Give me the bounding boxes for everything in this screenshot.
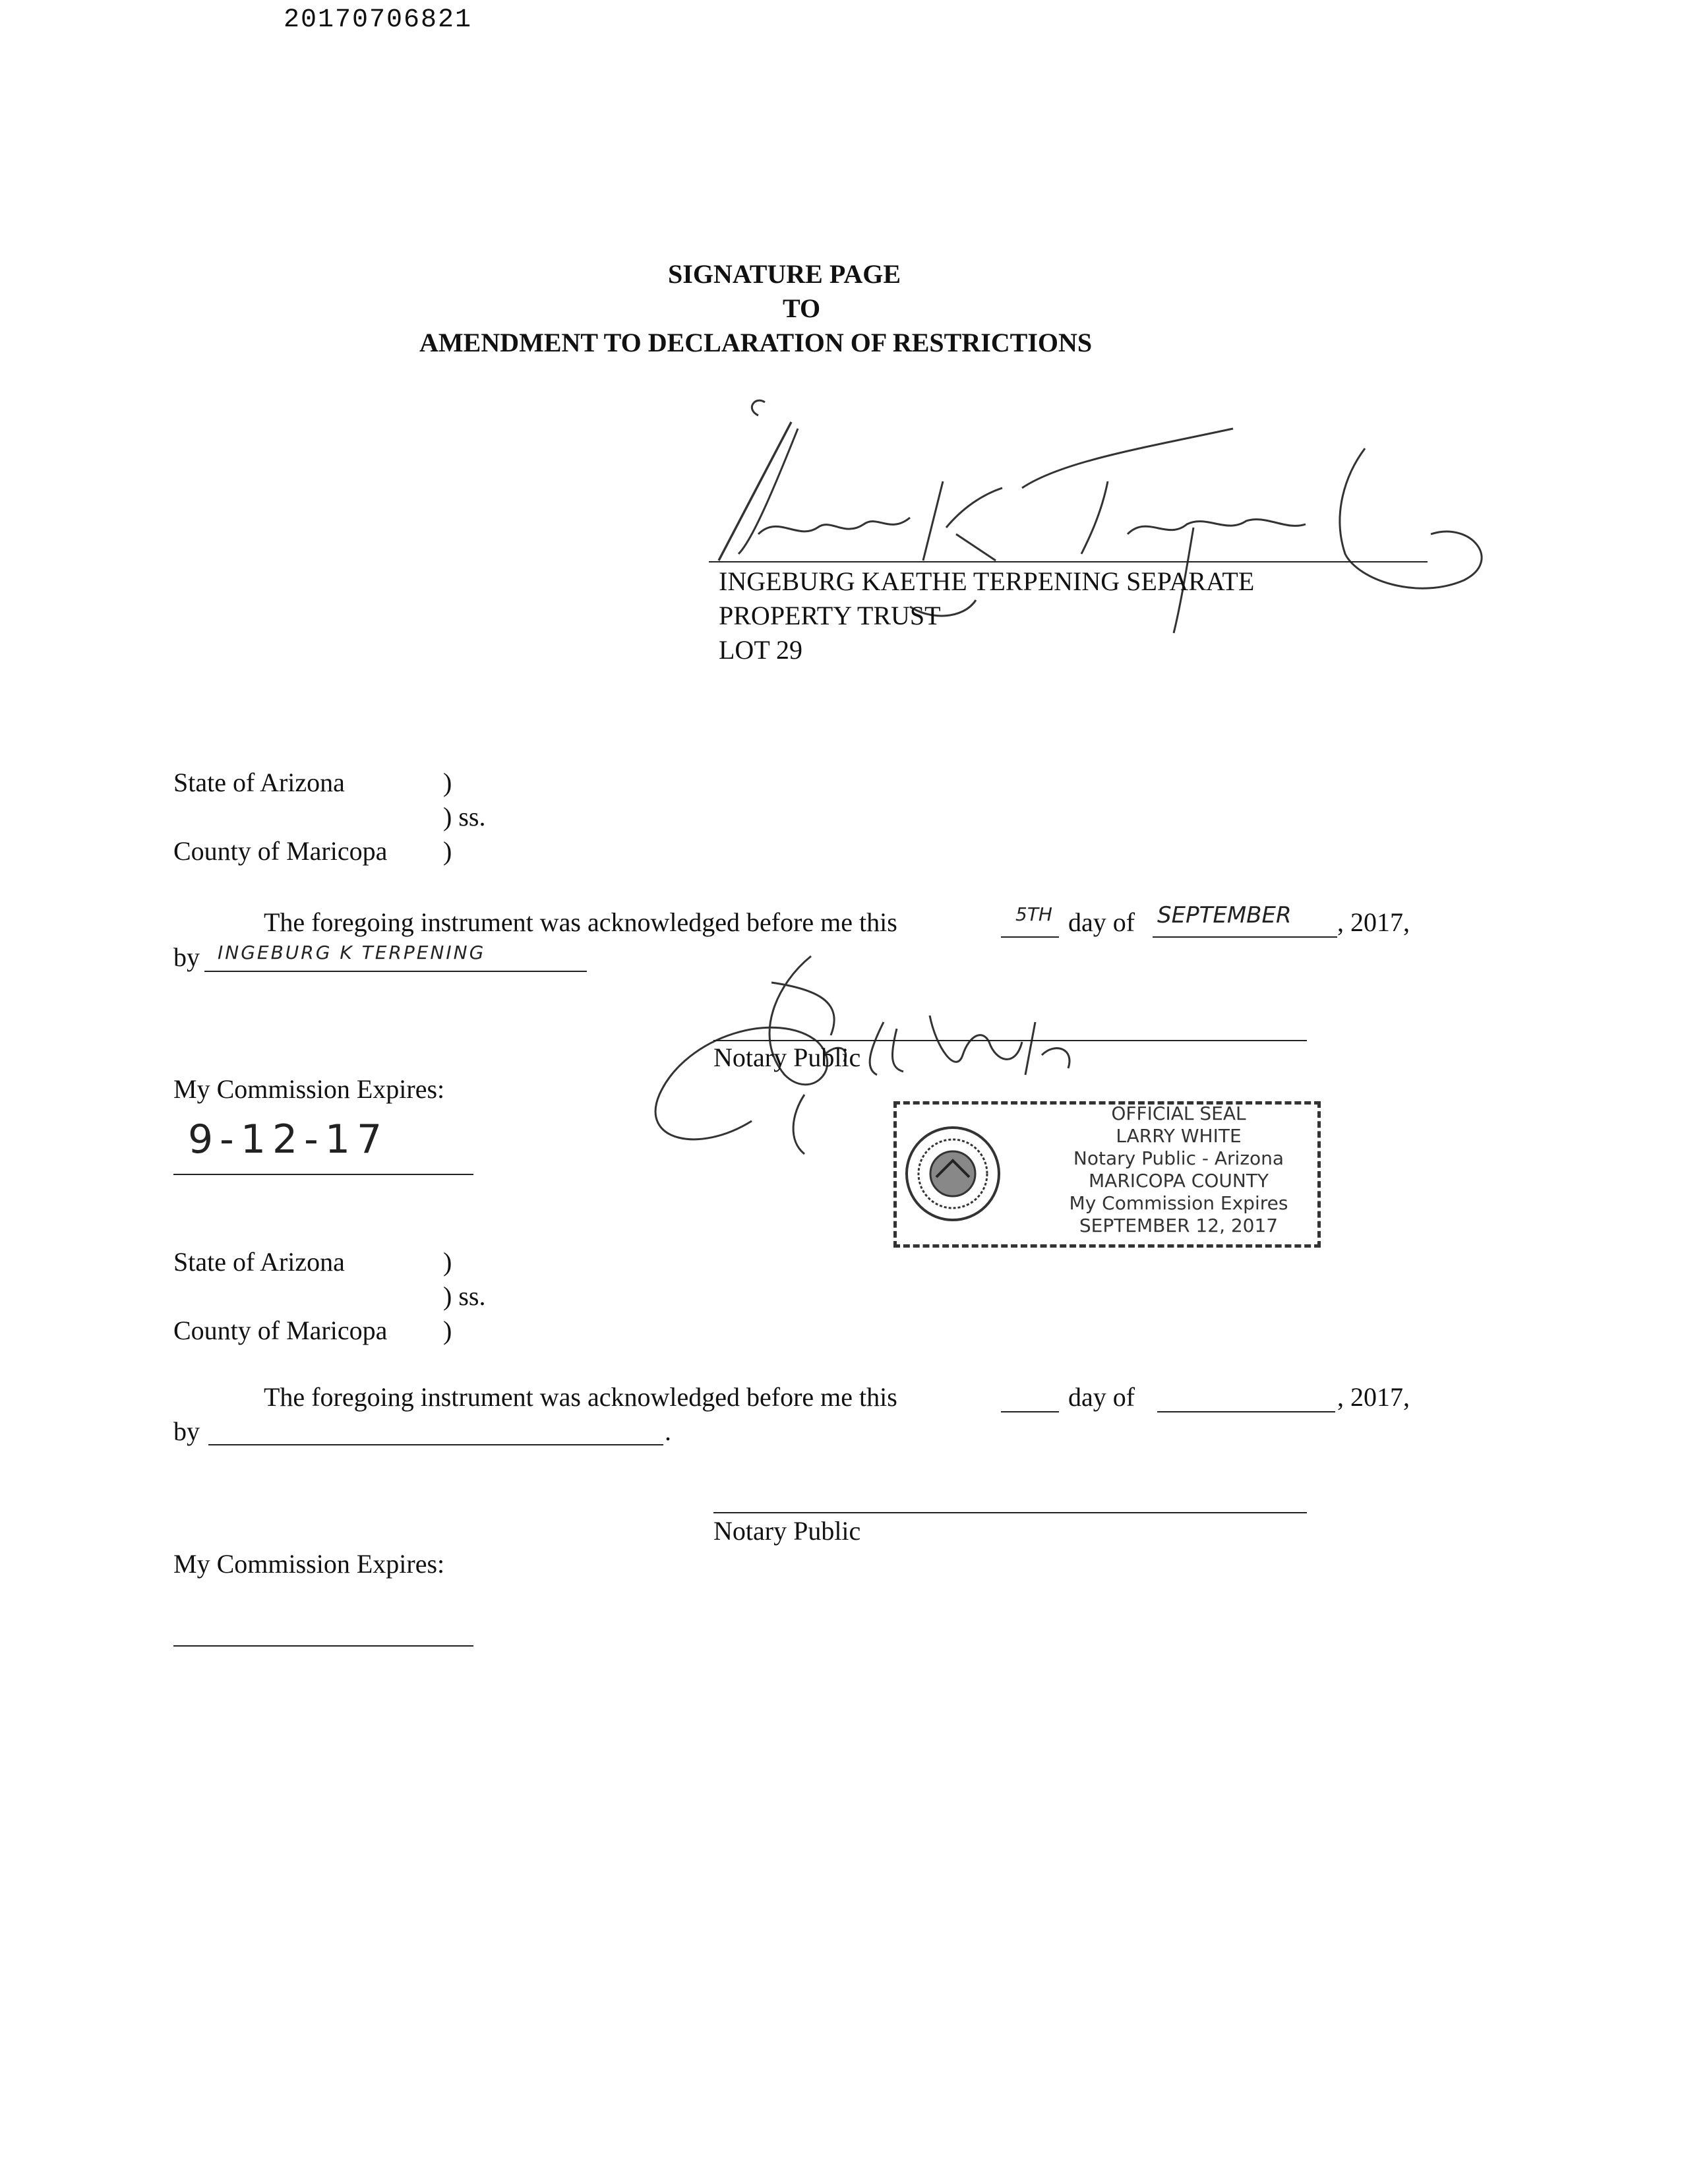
commission-date-handwritten-1: 9-12-17 xyxy=(188,1116,389,1163)
ack-month-line-1 xyxy=(1153,936,1337,938)
ack-year-1: , 2017, xyxy=(1337,907,1410,937)
ack-year-2: , 2017, xyxy=(1337,1382,1410,1412)
county-paren-1: ) xyxy=(443,836,452,866)
ack-by-label-1: by xyxy=(173,942,200,972)
notary-label-1: Notary Public xyxy=(713,1043,861,1072)
ack-day-line-1 xyxy=(1001,936,1059,938)
county-label-1: County of Maricopa xyxy=(173,836,388,866)
trustee-signature-line xyxy=(709,561,1428,562)
ack-by-line-2 xyxy=(208,1444,663,1445)
ack-by-handwritten-1: INGEBURG K TERPENING xyxy=(218,942,486,963)
county-label-2: County of Maricopa xyxy=(173,1316,388,1345)
county-paren-2: ) xyxy=(443,1316,452,1345)
title-amendment: AMENDMENT TO DECLARATION OF RESTRICTIONS xyxy=(419,328,1093,357)
notary-label-2: Notary Public xyxy=(713,1516,861,1546)
commission-line-2 xyxy=(173,1645,473,1647)
seal-notary-state: Notary Public - Arizona xyxy=(1073,1147,1284,1169)
notary-signature-line-2 xyxy=(713,1512,1307,1513)
title-to: TO xyxy=(783,293,821,323)
ack-sentence-1: The foregoing instrument was acknowledged before me this xyxy=(264,907,897,937)
ack-by-line-1 xyxy=(204,971,587,972)
seal-official-seal: OFFICIAL SEAL xyxy=(1111,1103,1246,1124)
ack-day-of-1: day of xyxy=(1068,907,1135,937)
ack-day-line-2 xyxy=(1001,1411,1059,1412)
state-paren-1: ) xyxy=(443,768,452,797)
title-signature-page: SIGNATURE PAGE xyxy=(668,259,901,289)
ack-by-end-2: . xyxy=(665,1416,671,1446)
trust-name-line2: PROPERTY TRUST xyxy=(719,601,941,630)
seal-county: MARICOPA COUNTY xyxy=(1089,1170,1269,1192)
trust-name-line1: INGEBURG KAETHE TERPENING SEPARATE xyxy=(719,566,1255,596)
ack-month-handwritten-1: SEPTEMBER xyxy=(1157,902,1292,928)
document-number: 20170706821 xyxy=(284,5,473,35)
ack-by-label-2: by xyxy=(173,1416,200,1446)
ack-month-line-2 xyxy=(1157,1411,1335,1412)
ack-sentence-2: The foregoing instrument was acknowledged before me this xyxy=(264,1382,897,1412)
state-label-1: State of Arizona xyxy=(173,768,345,797)
ss-label-1: ) ss. xyxy=(443,802,486,832)
state-label-2: State of Arizona xyxy=(173,1247,345,1277)
state-seal-emblem xyxy=(903,1124,1002,1223)
ss-label-2: ) ss. xyxy=(443,1281,486,1311)
ack-day-of-2: day of xyxy=(1068,1382,1135,1412)
commission-line-1 xyxy=(173,1174,473,1175)
seal-notary-name: LARRY WHITE xyxy=(1116,1125,1242,1147)
seal-commission-label: My Commission Expires xyxy=(1069,1192,1288,1214)
seal-commission-date: SEPTEMBER 12, 2017 xyxy=(1079,1215,1279,1236)
state-paren-2: ) xyxy=(443,1247,452,1277)
commission-label-2: My Commission Expires: xyxy=(173,1549,445,1579)
lot-number: LOT 29 xyxy=(719,635,803,665)
notary-signature-line-1 xyxy=(713,1040,1307,1041)
ack-day-handwritten-1: 5TH xyxy=(1015,903,1052,925)
commission-label-1: My Commission Expires: xyxy=(173,1074,445,1104)
